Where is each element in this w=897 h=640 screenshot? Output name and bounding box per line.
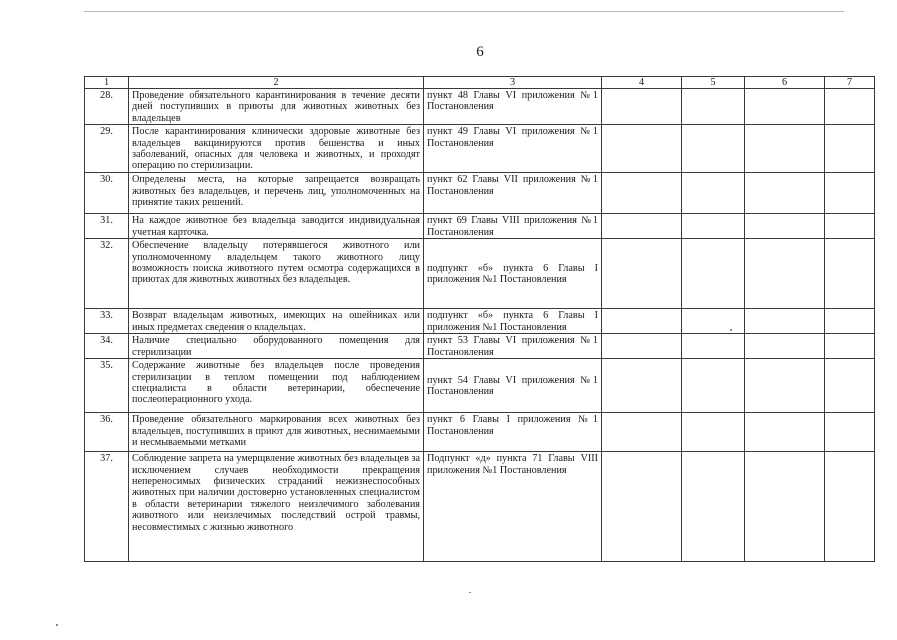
empty-cell-col-5 bbox=[682, 173, 745, 214]
empty-cell-col-5 bbox=[682, 452, 745, 562]
empty-cell-col-4 bbox=[602, 334, 682, 359]
empty-cell-col-7 bbox=[825, 89, 875, 125]
empty-cell-col-5 bbox=[682, 359, 745, 413]
column-header-7: 7 bbox=[825, 77, 875, 89]
requirement-text: После карантинирования клинически здоровые животные без владельцев вакцинируются против бешенства и иных заболеваний, опасных для человека и животных, и проходят операцию по стерилизации. bbox=[129, 125, 424, 173]
table-row bbox=[85, 309, 875, 334]
legal-reference: Подпункт «д» пункта 71 Главы VIII приложения №1 Постановления bbox=[424, 452, 602, 562]
requirement-text: На каждое животное без владельца заводится индивидуальная учетная карточка. bbox=[129, 214, 424, 239]
scan-speck bbox=[56, 624, 58, 626]
empty-cell-col-7 bbox=[825, 309, 875, 334]
empty-cell-col-4 bbox=[602, 214, 682, 239]
table-row bbox=[85, 173, 875, 214]
empty-cell-col-5 bbox=[682, 89, 745, 125]
empty-cell-col-6 bbox=[745, 214, 825, 239]
empty-cell-col-5 bbox=[682, 239, 745, 309]
row-number: 32. bbox=[85, 239, 129, 309]
requirement-text: Соблюдение запрета на умерщвление животных без владельцев за исключением случаев необходимости прекращения непереносимых физических страданий нежизнеспособных животных при наличии достоверно установленных специалистом в области ветеринарии тяжелого неизлечимого заболевания животного или неизлечимых последствий острой травмы, несовместимых с жизнью животного bbox=[129, 452, 424, 562]
row-number: 28. bbox=[85, 89, 129, 125]
empty-cell-col-4 bbox=[602, 359, 682, 413]
empty-cell-col-7 bbox=[825, 334, 875, 359]
legal-reference: пункт 53 Главы VI приложения №1 Постановления bbox=[424, 334, 602, 359]
row-number: 35. bbox=[85, 359, 129, 413]
empty-cell-col-5 bbox=[682, 214, 745, 239]
row-number: 36. bbox=[85, 413, 129, 452]
legal-reference: пункт 6 Главы I приложения №1 Постановления bbox=[424, 413, 602, 452]
empty-cell-col-4 bbox=[602, 173, 682, 214]
empty-cell-col-7 bbox=[825, 239, 875, 309]
table-row bbox=[85, 125, 875, 173]
table-row bbox=[85, 452, 875, 562]
requirement-text: Наличие специально оборудованного помещения для стерилизации bbox=[129, 334, 424, 359]
empty-cell-col-5 bbox=[682, 125, 745, 173]
column-number-row bbox=[85, 77, 875, 89]
empty-cell-col-4 bbox=[602, 125, 682, 173]
top-rule bbox=[84, 11, 844, 12]
empty-cell-col-6 bbox=[745, 89, 825, 125]
column-header-5: 5 bbox=[682, 77, 745, 89]
row-number: 29. bbox=[85, 125, 129, 173]
legal-reference: пункт 69 Главы VIII приложения №1 Постановления bbox=[424, 214, 602, 239]
empty-cell-col-7 bbox=[825, 125, 875, 173]
row-number: 34. bbox=[85, 334, 129, 359]
column-header-2: 2 bbox=[129, 77, 424, 89]
empty-cell-col-4 bbox=[602, 452, 682, 562]
empty-cell-col-6 bbox=[745, 309, 825, 334]
table-row bbox=[85, 413, 875, 452]
legal-reference: подпункт «б» пункта 6 Главы I приложения №1 Постановления bbox=[424, 239, 602, 309]
empty-cell-col-6 bbox=[745, 452, 825, 562]
empty-cell-col-7 bbox=[825, 214, 875, 239]
empty-cell-col-5 bbox=[682, 309, 745, 334]
empty-cell-col-7 bbox=[825, 413, 875, 452]
requirement-text: Проведение обязательного карантинирования в течение десяти дней поступивших в приюты для животных животных без владельцев bbox=[129, 89, 424, 125]
empty-cell-col-7 bbox=[825, 452, 875, 562]
empty-cell-col-6 bbox=[745, 125, 825, 173]
requirement-text: Возврат владельцам животных, имеющих на ошейниках или иных предметах сведения о владельцах. bbox=[129, 309, 424, 334]
empty-cell-col-6 bbox=[745, 239, 825, 309]
row-number: 33. bbox=[85, 309, 129, 334]
row-number: 37. bbox=[85, 452, 129, 562]
empty-cell-col-5 bbox=[682, 334, 745, 359]
requirement-text: Содержание животные без владельцев после проведения стерилизации в теплом помещении под наблюдением специалиста в области ветеринарии, обеспечение послеоперационного ухода. bbox=[129, 359, 424, 413]
legal-reference: пункт 48 Главы VI приложения №1 Постановления bbox=[424, 89, 602, 125]
empty-cell-col-7 bbox=[825, 173, 875, 214]
legal-reference: пункт 54 Главы VI приложения №1 Постановления bbox=[424, 359, 602, 413]
row-number: 31. bbox=[85, 214, 129, 239]
column-header-6: 6 bbox=[745, 77, 825, 89]
table-row bbox=[85, 239, 875, 309]
empty-cell-col-6 bbox=[745, 359, 825, 413]
table-body bbox=[85, 89, 875, 562]
empty-cell-col-4 bbox=[602, 89, 682, 125]
checklist-table bbox=[84, 76, 875, 562]
scan-speck bbox=[730, 329, 732, 331]
empty-cell-col-6 bbox=[745, 173, 825, 214]
empty-cell-col-4 bbox=[602, 413, 682, 452]
empty-cell-col-7 bbox=[825, 359, 875, 413]
requirement-text: Проведение обязательного маркирования всех животных без владельцев, поступивших в приют для животных, неснимаемыми и несмываемыми метками bbox=[129, 413, 424, 452]
empty-cell-col-5 bbox=[682, 413, 745, 452]
table-row bbox=[85, 334, 875, 359]
legal-reference: подпункт «б» пункта 6 Главы I приложения №1 Постановления bbox=[424, 309, 602, 334]
empty-cell-col-6 bbox=[745, 413, 825, 452]
legal-reference: пункт 49 Главы VI приложения №1 Постановления bbox=[424, 125, 602, 173]
page-number: 6 bbox=[476, 44, 484, 60]
requirement-text: Определены места, на которые запрещается возвращать животных без владельцев, и перечень лиц, уполномоченных на принятие таких решений. bbox=[129, 173, 424, 214]
empty-cell-col-4 bbox=[602, 239, 682, 309]
scan-speck bbox=[469, 592, 471, 593]
column-header-3: 3 bbox=[424, 77, 602, 89]
table-row bbox=[85, 214, 875, 239]
table-row bbox=[85, 359, 875, 413]
column-header-1: 1 bbox=[85, 77, 129, 89]
empty-cell-col-4 bbox=[602, 309, 682, 334]
legal-reference: пункт 62 Главы VII приложения №1 Постановления bbox=[424, 173, 602, 214]
row-number: 30. bbox=[85, 173, 129, 214]
table-row bbox=[85, 89, 875, 125]
empty-cell-col-6 bbox=[745, 334, 825, 359]
column-header-4: 4 bbox=[602, 77, 682, 89]
requirement-text: Обеспечение владельцу потерявшегося животного или уполномоченному владельцем такого животного лицу возможность поиска животного путем осмотра содержащихся в приютах для животных животных без владельцев. bbox=[129, 239, 424, 309]
